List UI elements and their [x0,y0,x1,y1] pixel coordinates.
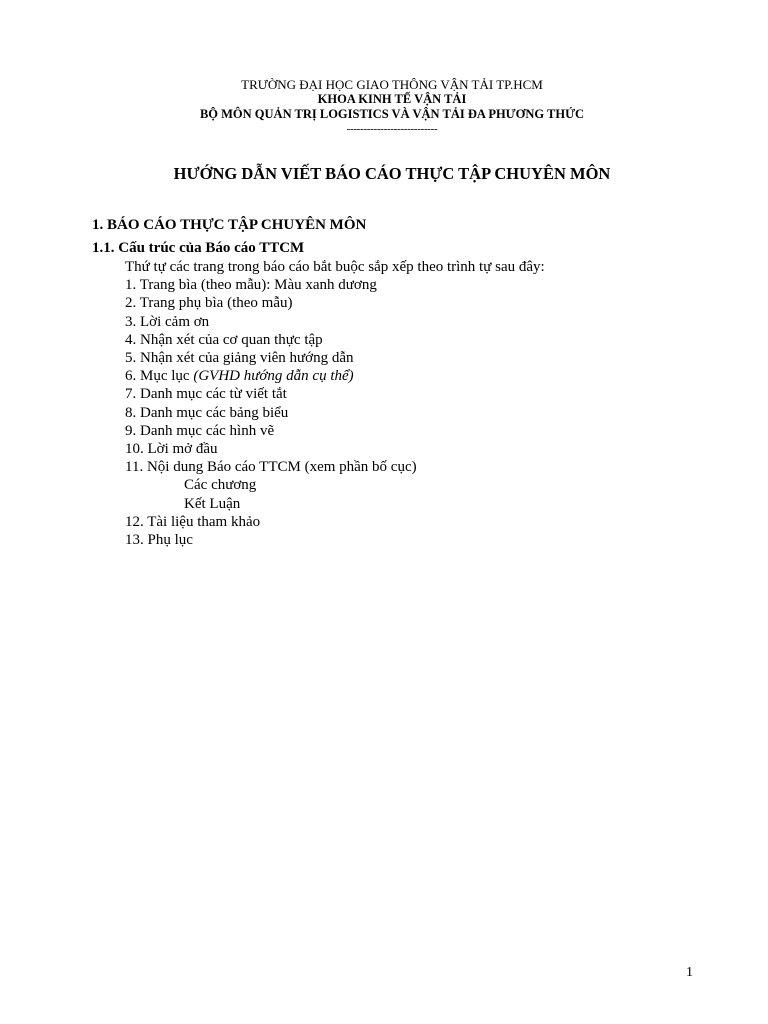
list-item-note: (GVHD hướng dẫn cụ thể) [193,368,354,385]
list-item: 7. Danh mục các từ viết tắt [125,386,287,403]
intro-text: Thứ tự các trang trong báo cáo bắt buộc sắp xếp theo trình tự sau đây: [125,259,545,275]
list-subitem: Các chương [184,477,257,494]
list-item: 5. Nhận xét của giảng viên hướng dẫn [125,350,354,367]
list-item: 1. Trang bìa (theo mẫu): Màu xanh dương [125,277,377,294]
document-header [0,77,768,136]
list-item: 12. Tài liệu tham khảo [125,513,261,530]
list-item: 9. Danh mục các hình vẽ [125,422,275,439]
section-heading: 1. BÁO CÁO THỰC TẬP CHUYÊN MÔN [92,217,367,233]
list-subitem: Kết Luận [184,495,241,512]
list-item: 8. Danh mục các bảng biểu [125,404,289,421]
list-item: 11. Nội dung Báo cáo TTCM (xem phần bố cục) [125,459,417,476]
list-item [125,367,685,385]
list-item: 3. Lời cảm ơn [125,313,210,330]
structure-list [125,258,685,549]
list-item: 2. Trang phụ bìa (theo mẫu) [125,295,293,312]
list-item: 13. Phụ lục [125,532,193,549]
header-separator: --------------------------- [346,123,438,135]
subsection-heading: 1.1. Cấu trúc của Báo cáo TTCM [92,240,305,256]
list-item-label: 6. Mục lục [125,368,194,385]
document-title: HƯỚNG DẪN VIẾT BÁO CÁO THỰC TẬP CHUYÊN MÔN [173,164,611,183]
list-item: 4. Nhận xét của cơ quan thực tập [125,331,323,348]
department-name: BỘ MÔN QUẢN TRỊ LOGISTICS VÀ VẬN TẢI ĐA PHƯƠNG THỨC [199,107,585,121]
list-item: 10. Lời mở đầu [125,441,218,458]
page-number: 1 [686,965,693,980]
faculty-name: KHOA KINH TẾ VẬN TẢI [317,92,467,106]
university-name: TRƯỜNG ĐẠI HỌC GIAO THÔNG VẬN TẢI TP.HCM [241,77,543,92]
